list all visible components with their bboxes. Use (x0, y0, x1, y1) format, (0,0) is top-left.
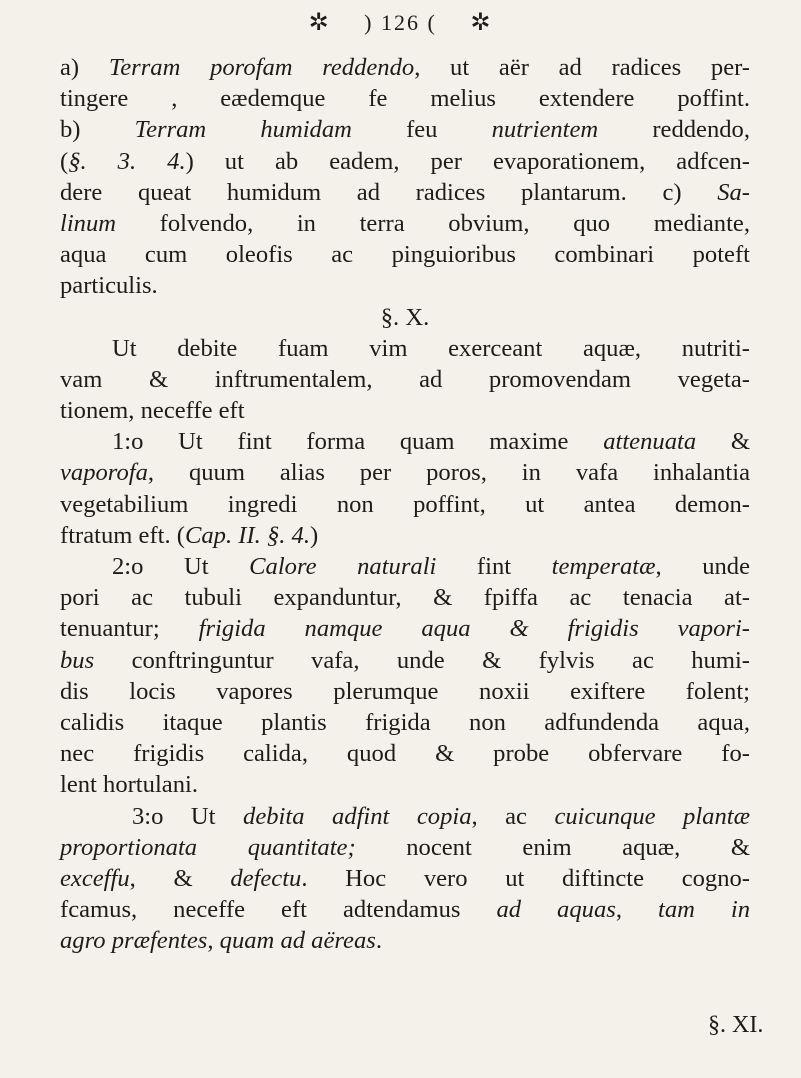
text-segment: vam & inftrumentalem, ad promovendam vegeta- (60, 365, 750, 393)
text-line (60, 395, 750, 426)
text-segment: nocent enim aquæ, & (355, 833, 750, 861)
text-segment: tionem, neceffe eft (60, 397, 245, 425)
text-segment: pori ac tubuli expanduntur, & fpiffa ac tenacia at- (60, 584, 750, 612)
ornament-right-icon: ✲ (470, 10, 493, 36)
italic-text: quam ad aëreas (219, 927, 376, 955)
text-segment: conftringuntur vafa, unde & fylvis ac humi- (94, 646, 750, 674)
text-segment: §. X. (380, 303, 430, 331)
text-segment: ) ut ab eadem, per evaporationem, adfcen- (185, 147, 750, 175)
text-line (60, 645, 750, 676)
text-line (60, 832, 750, 863)
text-line (60, 146, 750, 177)
text-line (60, 83, 750, 114)
italic-text: tam in (657, 896, 751, 924)
italic-text: exceffu (60, 864, 130, 892)
text-line (60, 676, 750, 707)
text-segment: . Hoc vero ut diftincte cogno- (301, 864, 750, 892)
text-line (60, 177, 750, 208)
text-line (60, 520, 750, 551)
text-segment: , ac (471, 802, 555, 830)
text-segment: particulis. (60, 272, 158, 300)
text-line (60, 613, 750, 644)
italic-text: Calore naturali (249, 553, 437, 580)
text-segment: calidis itaque plantis frigida non adfundenda aqua, (60, 708, 750, 736)
italic-text: nutrientem (491, 116, 599, 144)
text-line (60, 738, 750, 769)
text-line (60, 801, 750, 832)
text-segment: lent hortulani. (60, 771, 198, 799)
text-line (60, 863, 750, 894)
text-line (60, 239, 750, 270)
text-line (60, 707, 750, 738)
text-line (60, 208, 750, 239)
text-segment: nec frigidis calida, quod & probe obfervare fo- (60, 740, 750, 768)
text-segment: Ut debite fuam vim exerceant aquæ, nutriti- (112, 334, 750, 362)
text-line (60, 457, 750, 488)
text-segment: 1:o Ut fint forma quam maxime (112, 428, 604, 456)
ornament-left-icon: ✲ (308, 10, 331, 36)
text-segment: , & (129, 864, 231, 892)
text-segment: , (615, 896, 658, 924)
text-segment: 3:o Ut (132, 802, 244, 830)
text-line (60, 364, 750, 395)
italic-text: §. 3. 4. (68, 147, 186, 175)
italic-text: attenuata (603, 428, 697, 456)
text-segment: tenuantur; (60, 615, 199, 643)
text-line (60, 270, 750, 301)
text-line (60, 925, 750, 956)
italic-text: bus (60, 646, 95, 674)
text-segment: & (696, 428, 750, 456)
italic-text: vaporofa (60, 459, 148, 487)
text-segment: ftratum eft. ( (60, 521, 185, 549)
text-segment: ) (309, 521, 319, 549)
text-segment: dere queat humidum ad radices plantarum. c) (60, 178, 718, 206)
italic-text: debita adfint copia (243, 802, 472, 830)
italic-text: Cap. II. §. 4. (184, 521, 310, 549)
text-segment: a) (60, 54, 109, 81)
text-segment: 2:o Ut (112, 553, 250, 580)
italic-text: proportionata quantitate; (60, 833, 356, 861)
text-line (60, 333, 750, 364)
italic-text: temperatæ (551, 553, 656, 580)
catchword: §. XI. (708, 1012, 764, 1038)
text-line (60, 769, 750, 800)
text-line (60, 114, 750, 145)
italic-text: Terram humidam (134, 116, 352, 144)
text-segment: b) (60, 116, 135, 144)
text-segment: fcamus, neceffe eft adtendamus (60, 896, 497, 924)
text-segment: . (375, 927, 382, 955)
text-segment: , quum alias per poros, in vafa inhalantia (147, 459, 750, 487)
text-segment: , unde (655, 553, 750, 580)
italic-text: Sa- (717, 178, 750, 206)
text-line (60, 52, 750, 83)
body-text (60, 52, 750, 956)
text-line (60, 302, 750, 333)
text-line (60, 426, 750, 457)
italic-text: Terram porofam reddendo (108, 54, 415, 81)
text-line (60, 894, 750, 925)
text-segment: , (207, 927, 220, 955)
text-line (60, 551, 750, 582)
text-segment: , ut aër ad radices per- (414, 54, 750, 81)
text-segment: reddendo, (598, 116, 750, 144)
text-segment: feu (351, 116, 492, 144)
italic-text: linum (60, 209, 117, 237)
text-segment: vegetabilium ingredi non poffint, ut antea demon- (60, 490, 750, 518)
text-line (60, 489, 750, 520)
italic-text: ad aquas (496, 896, 616, 924)
text-segment: fint (436, 553, 552, 580)
page-number: ) 126 ( (364, 10, 437, 35)
page-header (0, 8, 801, 42)
text-segment: aqua cum oleofis ac pinguioribus combinari poteft (60, 241, 750, 269)
italic-text: frigida namque aqua & frigidis vapori- (198, 615, 750, 643)
italic-text: defectu (230, 864, 302, 892)
text-line (60, 582, 750, 613)
italic-text: agro præfentes (60, 927, 208, 955)
text-segment: tingere , eædemque fe melius extendere poffint. (60, 85, 750, 113)
text-segment: folvendo, in terra obvium, quo mediante, (116, 209, 750, 237)
text-segment: ( (60, 147, 69, 175)
italic-text: cuicunque plantæ (554, 802, 750, 830)
text-segment: dis locis vapores plerumque noxii exiftere folent; (60, 677, 750, 705)
